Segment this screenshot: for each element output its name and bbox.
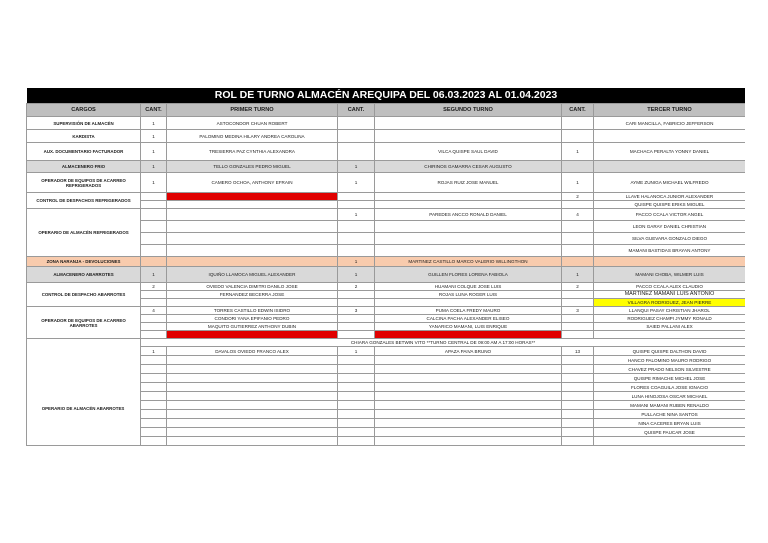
cant-cell — [338, 323, 375, 331]
cant-cell — [562, 117, 594, 130]
name-cell: CHAVEZ PRADO NELSON SILVESTRE — [594, 365, 746, 374]
cant-cell — [338, 130, 375, 143]
cant-cell — [141, 221, 167, 233]
cargo-cell: CONTROL DE DESPACHO ABARROTES — [27, 283, 141, 307]
name-cell — [375, 117, 562, 130]
cant-cell — [562, 221, 594, 233]
name-cell: NINA CACERES BRYAN LUIS — [594, 419, 746, 428]
cant-cell — [141, 193, 167, 201]
name-cell: MAMANI MAMANI RUBEN RENALDO — [594, 401, 746, 410]
header-cant-2: CANT. — [338, 104, 375, 117]
cargo-cell: ALMACENERO FRIO — [27, 161, 141, 173]
name-cell: CONDORI YANA EPIFANIO PEDRO — [167, 315, 338, 323]
cant-cell — [141, 233, 167, 245]
cant-cell: 4 — [562, 209, 594, 221]
name-cell: MAMANI BASTIDAS BRAYAN ANTONY — [594, 245, 746, 257]
name-cell: RODRIGUEZ CHAMPI JYMMY RONALD — [594, 315, 746, 323]
name-cell: QUISPE PAUCAR JOSE — [594, 428, 746, 437]
cant-cell: 1 — [141, 143, 167, 161]
cant-cell: 1 — [562, 267, 594, 283]
table-row — [27, 193, 746, 201]
name-cell: PALOMINO MEDINA HILARY ANDREA CAROLINA — [167, 130, 338, 143]
cant-cell — [141, 245, 167, 257]
cant-cell: 3 — [562, 307, 594, 315]
name-cell: TORRES CASTILLO EDWIN ISIDRO — [167, 307, 338, 315]
name-cell: CARI MANCILLA, FABRICIO JEFFERSON — [594, 117, 746, 130]
name-cell: TELLO GONZALES PEDRO MIGUEL — [167, 161, 338, 173]
cant-cell: 1 — [338, 257, 375, 267]
oaa-cargo-label: OPERARIO DE ALMACÉN ABARROTES — [41, 406, 125, 411]
name-cell: MACHACA PERALTA YONNY DANIEL — [594, 143, 746, 161]
note-cell: CHIARA GONZALES BETWIN VITO **TURNO CENTRAL DE 09:00 AM A 17:00 HORAS** — [141, 339, 746, 347]
name-cell: MAMANI CHOBA, WILMER LUIS — [594, 267, 746, 283]
name-cell: PULLACHE NINA SANTOS — [594, 410, 746, 419]
empty-red-cell — [167, 193, 338, 201]
cant-cell — [562, 291, 594, 299]
cant-cell: 1 — [338, 209, 375, 221]
name-cell: HUAMANI COLQUE JOSE LUIS — [375, 283, 562, 291]
name-cell: MAQUITO GUTIERREZ ANTHONY DUBIN — [167, 323, 338, 331]
name-cell — [167, 209, 338, 221]
cant-cell: 2 — [562, 283, 594, 291]
name-cell: ROJAS LUNA ROGER LUIS — [375, 291, 562, 299]
name-cell: OVIEDO VALENCIA DIMITRI DANILO JOSE — [167, 283, 338, 291]
name-cell: AYME ZUNIGA MICHAEL WILFREDO — [594, 173, 746, 193]
name-cell: MARTINEZ CASTILLO MARCO VALERIO WILLINGTHON — [375, 257, 562, 267]
table-row — [27, 117, 746, 130]
header-tercer-turno: TERCER TURNO — [594, 104, 746, 117]
cant-cell: 1 — [141, 173, 167, 193]
cant-cell — [338, 201, 375, 209]
cant-cell — [562, 299, 594, 307]
cant-cell — [562, 315, 594, 323]
name-cell: PACCO CCALA ALEX CLAUDIO — [594, 283, 746, 291]
name-cell: QUISPE QUISPE ERIKS MIGUEL — [594, 201, 746, 209]
header-cant-1: CANT. — [141, 104, 167, 117]
cant-cell — [141, 201, 167, 209]
cant-cell: 1 — [338, 173, 375, 193]
header-row — [27, 104, 746, 117]
cant-cell: 1 — [338, 267, 375, 283]
table-row — [27, 143, 746, 161]
name-cell: APAZA PAIVA BRUNO — [375, 347, 562, 356]
cant-cell: 1 — [338, 347, 375, 356]
name-cell — [375, 245, 562, 257]
table-row — [27, 283, 746, 291]
cant-cell: 13 — [562, 347, 594, 356]
cant-cell: 3 — [338, 307, 375, 315]
name-cell: SAIED PALLANI ALEX — [594, 323, 746, 331]
cant-cell: 1 — [141, 267, 167, 283]
name-cell: VILCA QUISPE SAUL DAVID — [375, 143, 562, 161]
cargo-cell: OPERADOR DE EQUIPOS DE ACARREO REFRIGERADOS — [27, 173, 141, 193]
cant-cell — [338, 299, 375, 307]
name-cell: LLANQUI PASAY CHRISTIAN JHAROL — [594, 307, 746, 315]
name-cell: PACCO CCALA VICTOR ANGEL — [594, 209, 746, 221]
cant-cell — [141, 257, 167, 267]
highlighted-name-cell: VILLAGRA RODRIGUEZ, JEAN PIERRE — [594, 299, 746, 307]
cant-cell — [562, 257, 594, 267]
empty-red-cell — [167, 331, 338, 339]
cant-cell — [562, 161, 594, 173]
table-row — [27, 257, 746, 267]
cargo-cell: ZONA NARANJA - DEVOLUCIONES — [27, 257, 141, 267]
name-cell: PUMA COELA FREDY MAURO — [375, 307, 562, 315]
name-cell: ASTOCONDOR CHUAN ROBERT — [167, 117, 338, 130]
name-cell: DAVALOS OVIEDO FRANCO ALEX — [167, 347, 338, 356]
name-cell: CAMERO OCHOA, ANTHONY EFRAIN — [167, 173, 338, 193]
cant-cell: 1 — [562, 143, 594, 161]
table-row — [27, 173, 746, 193]
cant-cell — [562, 233, 594, 245]
name-cell: FLORES COAGUILA JOSE IGNACIO — [594, 383, 746, 392]
name-cell: QUISPE QUISPE DALTHON DAVID — [594, 347, 746, 356]
cant-cell: 1 — [141, 347, 167, 356]
table-row — [27, 161, 746, 173]
name-cell — [167, 221, 338, 233]
cant-cell: 2 — [141, 283, 167, 291]
cant-cell — [562, 201, 594, 209]
name-cell — [375, 193, 562, 201]
name-cell — [167, 233, 338, 245]
table-row — [27, 339, 746, 347]
cant-cell — [338, 315, 375, 323]
name-cell — [167, 245, 338, 257]
name-cell — [167, 201, 338, 209]
name-cell: ROJAS RUIZ JOSE MANUEL — [375, 173, 562, 193]
header-cant-3: CANT. — [562, 104, 594, 117]
cant-cell — [338, 221, 375, 233]
cant-cell — [338, 193, 375, 201]
cant-cell — [338, 331, 375, 339]
page-title: ROL DE TURNO ALMACÉN AREQUIPA DEL 06.03.2023 AL 01.04.2023 — [27, 88, 746, 104]
cant-cell: 1 — [338, 161, 375, 173]
name-cell: FERNANDEZ BECERRA JOSE — [167, 291, 338, 299]
cargo-cell: OPERARIO DE ALMACÉN REFRIGERADOS — [27, 209, 141, 257]
name-cell — [375, 221, 562, 233]
name-cell: QUISPE RIMACHE MICHEL JOSE — [594, 374, 746, 383]
cant-cell: 1 — [141, 130, 167, 143]
cargo-cell: AUX. DOCUMENTARIO FACTURADOR — [27, 143, 141, 161]
cant-cell — [338, 233, 375, 245]
cant-cell — [338, 117, 375, 130]
name-cell: MARTINEZ MAMANI LUIS ANTONIO — [594, 291, 746, 299]
cargo-cell — [27, 339, 141, 446]
cant-cell — [141, 315, 167, 323]
cant-cell: 2 — [562, 193, 594, 201]
cargo-cell: ALMACENERO ABARROTES — [27, 267, 141, 283]
cant-cell: 2 — [338, 283, 375, 291]
cant-cell — [562, 323, 594, 331]
cant-cell — [141, 299, 167, 307]
cant-cell — [562, 245, 594, 257]
empty-red-cell — [375, 331, 562, 339]
name-cell: YANARICO MAMANI, LUIS ENRIQUE — [375, 323, 562, 331]
cant-cell: 4 — [141, 307, 167, 315]
cant-cell — [562, 130, 594, 143]
name-cell — [375, 299, 562, 307]
name-cell — [167, 299, 338, 307]
table-row — [27, 209, 746, 221]
name-cell: IQUIÑO LLAMOCA MIGUEL ALEXANDER — [167, 267, 338, 283]
cant-cell — [562, 331, 594, 339]
table-row — [27, 307, 746, 315]
roster-table — [26, 88, 745, 446]
name-cell: GUILLEN FLORES LORENA FABIOLA — [375, 267, 562, 283]
header-cargos: CARGOS — [27, 104, 141, 117]
name-cell — [594, 161, 746, 173]
name-cell — [594, 331, 746, 339]
table-row — [27, 267, 746, 283]
name-cell: LUNA HINOJOSA OSCAR MICHAEL — [594, 392, 746, 401]
name-cell: SILVA GUEVARA GONZALO DIEGO — [594, 233, 746, 245]
cant-cell — [338, 143, 375, 161]
cargo-cell: KARDISTA — [27, 130, 141, 143]
name-cell — [375, 201, 562, 209]
name-cell: TRESIERRA PAZ CYNTHIA ALEXANDRA — [167, 143, 338, 161]
cant-cell: 1 — [141, 117, 167, 130]
name-cell — [375, 130, 562, 143]
cant-cell: 1 — [141, 161, 167, 173]
name-cell: CHIRINOS GAMARRA CESAR AUGUSTO — [375, 161, 562, 173]
cant-cell — [338, 291, 375, 299]
cant-cell — [141, 331, 167, 339]
cant-cell: 1 — [562, 173, 594, 193]
cant-cell — [141, 323, 167, 331]
name-cell — [594, 257, 746, 267]
cargo-cell: SUPERVISIÓN DE ALMACÉN — [27, 117, 141, 130]
cant-cell — [141, 291, 167, 299]
name-cell — [375, 233, 562, 245]
name-cell — [594, 130, 746, 143]
cargo-cell: CONTROL DE DESPACHOS REFRIGERADOS — [27, 193, 141, 209]
name-cell: LLAVE HALANOCA JUNIOR ALEXANDER — [594, 193, 746, 201]
cant-cell — [141, 209, 167, 221]
name-cell: HANCO PALOMINO MAURO RODRIGO — [594, 356, 746, 365]
name-cell: PAREDES ANCCO RONALD DANIEL — [375, 209, 562, 221]
shift-roster-sheet — [26, 88, 745, 460]
header-segundo-turno: SEGUNDO TURNO — [375, 104, 562, 117]
cant-cell — [338, 245, 375, 257]
title-row — [27, 88, 746, 104]
name-cell: CALCINA PACHA ALEXANDER ELISEO — [375, 315, 562, 323]
header-primer-turno: PRIMER TURNO — [167, 104, 338, 117]
name-cell — [167, 257, 338, 267]
table-row — [27, 130, 746, 143]
cargo-cell: OPERADOR DE EQUIPOS DE ACARREO ABARROTES — [27, 307, 141, 339]
name-cell: LEON GARAY DANIEL CHRISTIAN — [594, 221, 746, 233]
